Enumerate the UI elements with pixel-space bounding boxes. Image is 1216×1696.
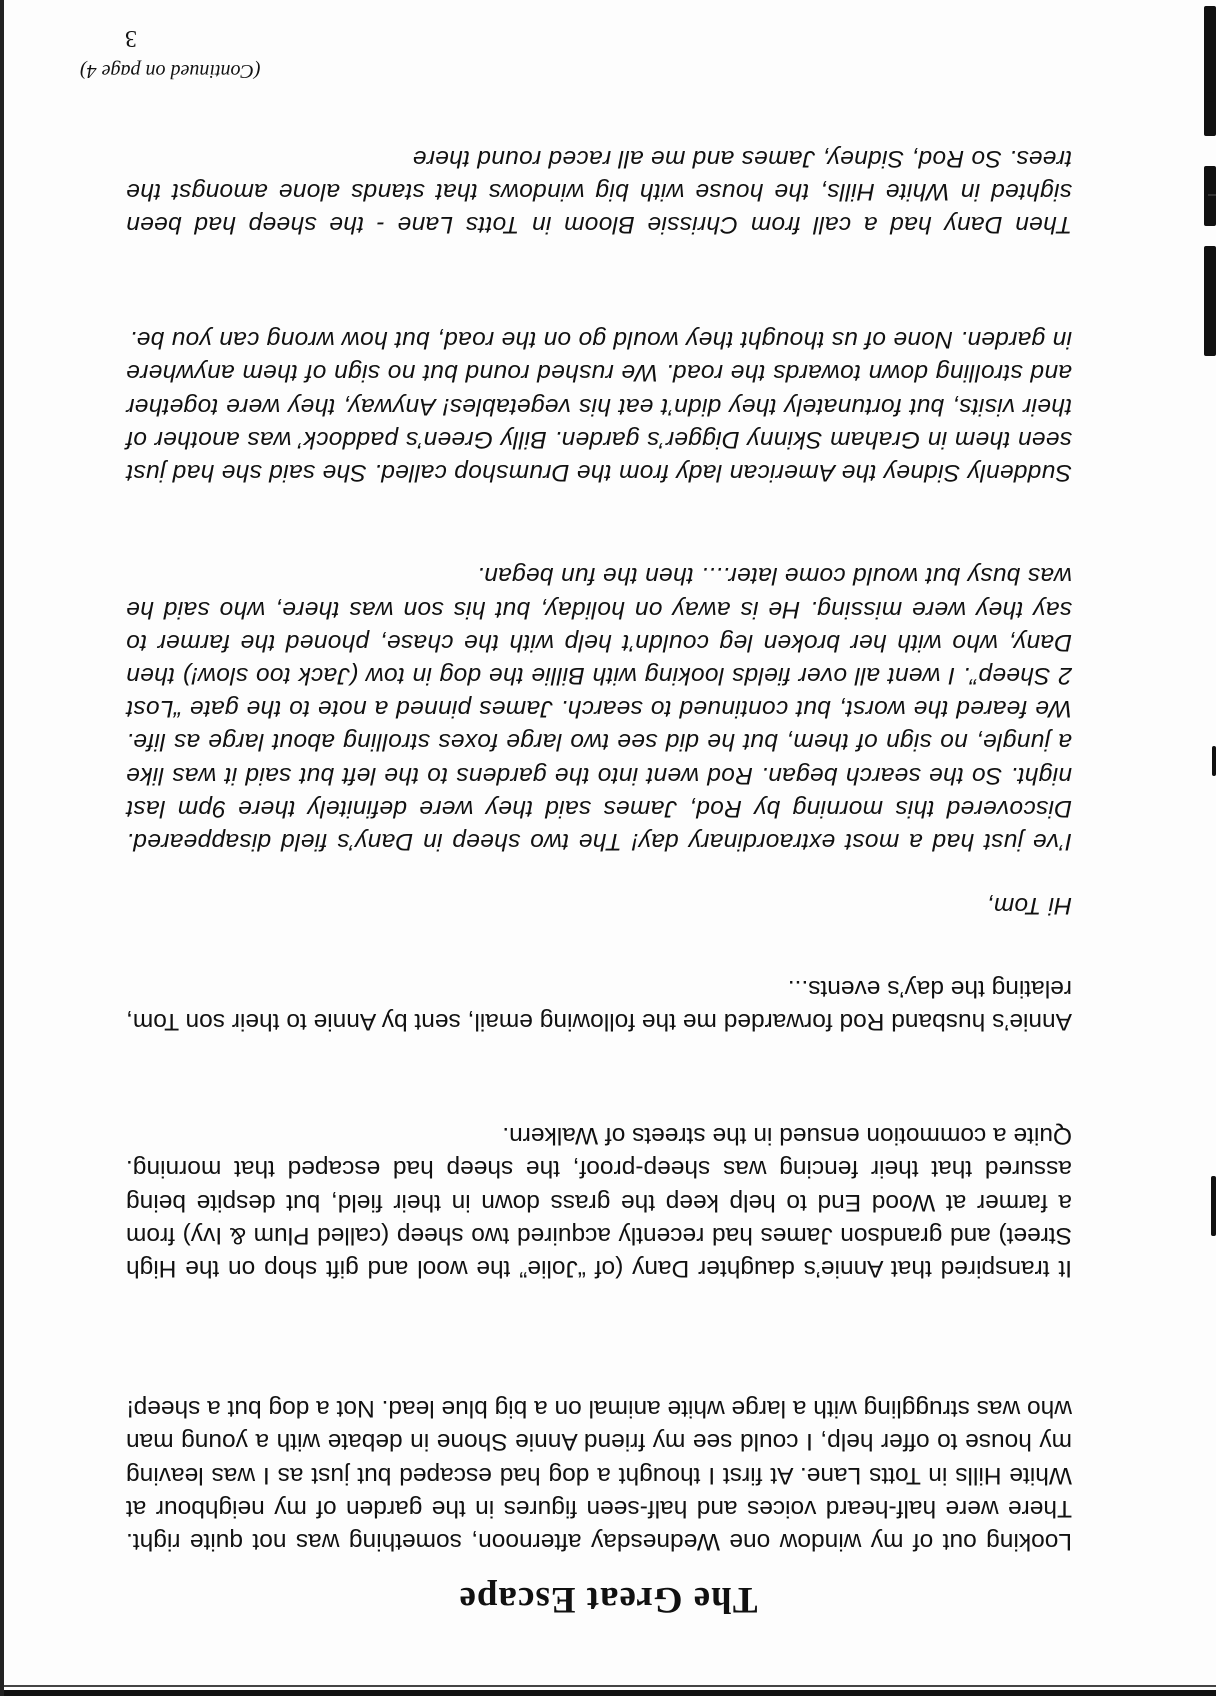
binding-dot bbox=[1206, 92, 1214, 102]
binding-mark bbox=[1204, 246, 1216, 356]
scan-border-top bbox=[0, 1690, 1216, 1696]
scan-nick bbox=[1208, 194, 1216, 196]
page-number: 3 bbox=[125, 25, 137, 51]
email-greeting: Hi Tom, bbox=[986, 892, 1072, 919]
article-paragraph-1: Looking out of my window one Wednesday afternoon, something was not quite right. There were half-heard voices and half-seen figures in the garden of my neighbour at White Hills in Totts Lane. At first I thought a dog had escaped but just as I was leaving my house to offer help, I could see my friend Annie Shone in debate with a young man who was struggling with a large white animal on a big blue lead. Not a dog but a sheep! bbox=[126, 1395, 1072, 1555]
email-paragraph-3: Then Dany had a call from Chrissie Bloom in Totts Lane - the sheep had been sighted in White Hills, the house with big windows that stands alone amongst the trees. So Rod, Sidney, James and me all raced round there bbox=[126, 144, 1072, 238]
scan-border-top-thin bbox=[0, 1685, 1216, 1687]
article-title: The Great Escape bbox=[458, 1579, 758, 1620]
binding-mark bbox=[1211, 1176, 1216, 1236]
binding-mark bbox=[1204, 166, 1216, 226]
article-paragraph-2: It transpired that Annie’s daughter Dany (of “Jolie” the wool and gift shop on the High Street) and grandson James had recently acquired two sheep (called Plum & Ivy) from a farmer at Wood End to help keep the grass down in their field, but despite being assured that their fencing was sheep-proof, the sheep had escaped that morning. Quite a commotion ensued in the streets of Walkern. bbox=[126, 1122, 1072, 1282]
scan-border-right bbox=[0, 0, 4, 1696]
continued-note: (Continued on page 4) bbox=[80, 60, 261, 82]
binding-mark bbox=[1212, 746, 1216, 776]
email-paragraph-1: I’ve just had a most extraordinary day! The two sheep in Dany’s field disappeared. Discovered this morning by Rod, James said they were definitely there 9pm last night. So the search began. Rod went into the gardens to the left but said it was like a jungle, no sign of them, but he did see two large foxes strolling about large as life. We feared the worst, but continued to search. James pinned a note to the gate “Lost 2 Sheep”. I went all over fields looking with Billie the dog in tow (Jack too slow!) then Dany, who with her broken leg couldn’t help with the chase, phoned the farmer to say they were missing. He is away on holiday, but his son was there, who said he was busy but would come later.... then the fun began. bbox=[126, 562, 1072, 855]
email-paragraph-2: Suddenly Sidney the American lady from the Drumshop called. She said she had just seen them in Graham Skinny Digger’s garden. Billy Green’s paddock’ was another of their visits, but fortunately they didn’t eat his vegetables! Anyway, they were together and strolling down towards the road. We rushed round but no sign of them anywhere in garden. None of us thought they would go on the road, but how wrong can you be. bbox=[126, 326, 1072, 486]
article-paragraph-3: Annie’s husband Rod forwarded me the following email, sent by Annie to their son Tom, relating the day’s events... bbox=[126, 974, 1072, 1035]
binding-mark bbox=[1204, 6, 1216, 136]
